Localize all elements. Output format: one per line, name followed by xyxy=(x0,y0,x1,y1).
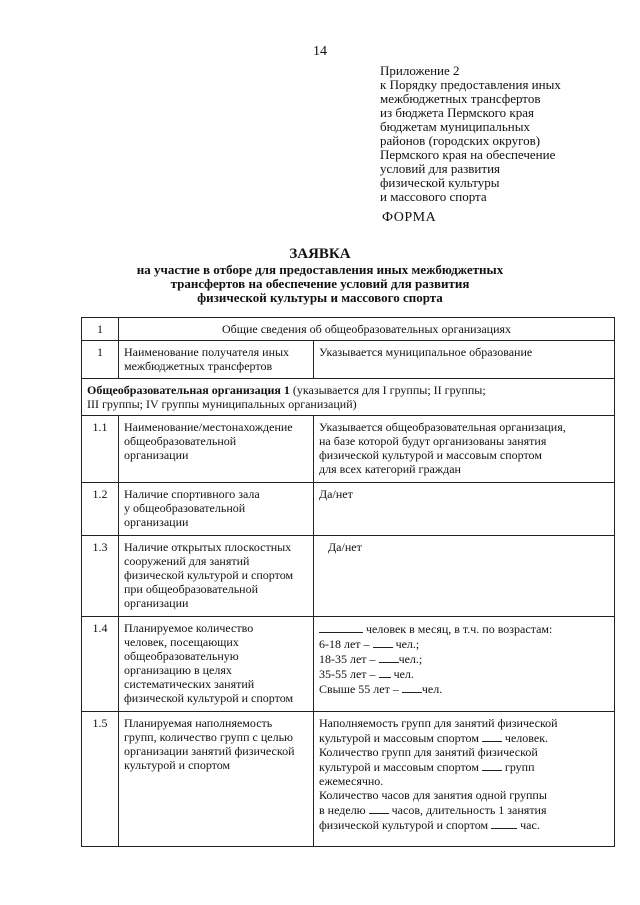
field-value[interactable]: Указывается муниципальное образование xyxy=(314,341,615,379)
label-line: организации xyxy=(124,596,189,610)
label-line: организации занятий физической xyxy=(124,744,295,758)
value-unit: час. xyxy=(520,818,540,832)
form-label: ФОРМА xyxy=(382,210,437,225)
organization-title: Общеобразовательная организация 1 xyxy=(87,383,290,397)
table-row xyxy=(82,617,615,712)
subtitle-line: физической культуры и массового спорта xyxy=(197,290,443,305)
age-unit: чел.; xyxy=(398,652,423,666)
label-line: систематических занятий xyxy=(124,677,255,691)
label-line: общеобразовательную xyxy=(124,649,239,663)
label-line: Наличие спортивного зала xyxy=(124,487,260,501)
age-unit: чел. xyxy=(421,682,443,696)
label-line: межбюджетных трансфертов xyxy=(124,359,273,373)
row-number: 1.3 xyxy=(82,536,119,617)
age-unit: чел.; xyxy=(395,637,420,651)
label-line: при общеобразовательной xyxy=(124,582,259,596)
label-line: Наименование получателя иных xyxy=(124,345,290,359)
table-row xyxy=(82,379,615,416)
value-unit: человек. xyxy=(504,731,549,745)
appendix-line: из бюджета Пермского края xyxy=(380,105,535,120)
appendix-line: районов (городских округов) xyxy=(380,133,541,148)
value-line: в неделю xyxy=(319,803,366,817)
field-label xyxy=(119,341,314,379)
appendix-line: к Порядку предоставления иных xyxy=(380,77,561,92)
age-label: 6-18 лет – xyxy=(319,637,370,651)
value-line: физической культурой и спортом xyxy=(319,818,489,832)
field-value[interactable]: Да/нет xyxy=(314,536,615,617)
blank-group-count-field[interactable] xyxy=(482,759,502,771)
row-number: 1.5 xyxy=(82,712,119,847)
field-label xyxy=(119,712,314,847)
organization-note: III группы; IV группы муниципальных организаций) xyxy=(87,397,357,411)
document-subtitle xyxy=(0,263,640,305)
table-row xyxy=(82,483,615,536)
value-line: культурой и массовым спортом xyxy=(319,731,479,745)
blank-group-size-field[interactable] xyxy=(482,730,502,742)
appendix-line: бюджетам муниципальных xyxy=(380,119,530,134)
appendix-line: Пермского края на обеспечение xyxy=(380,147,556,162)
row-number: 1.2 xyxy=(82,483,119,536)
row-number: 1 xyxy=(82,318,119,341)
label-line: общеобразовательной xyxy=(124,434,237,448)
value-line: ежемесячно. xyxy=(319,774,384,788)
blank-age-field[interactable] xyxy=(402,681,422,693)
field-value[interactable]: Да/нет xyxy=(314,483,615,536)
blank-age-field[interactable] xyxy=(373,636,393,648)
appendix-line: условий для развития xyxy=(380,161,501,176)
field-label xyxy=(119,483,314,536)
field-label xyxy=(119,617,314,712)
row-number: 1 xyxy=(82,341,119,379)
blank-hours-field[interactable] xyxy=(369,802,389,814)
label-line: Планируемая наполняемость xyxy=(124,716,273,730)
section-heading: Общие сведения об общеобразовательных организациях xyxy=(119,318,615,341)
table-row xyxy=(82,416,615,483)
age-label: Свыше 55 лет – xyxy=(319,682,399,696)
field-value xyxy=(314,617,615,712)
application-table xyxy=(81,317,615,847)
label-line: Наименование/местонахождение xyxy=(124,420,293,434)
value-line: культурой и массовым спортом xyxy=(319,760,479,774)
label-line: организации xyxy=(124,515,189,529)
age-label: 35-55 лет – xyxy=(319,667,376,681)
value-line: физической культурой и массовым спортом xyxy=(319,448,542,462)
table-row xyxy=(82,318,615,341)
appendix-line: Приложение 2 xyxy=(380,63,460,78)
appendix-line: физической культуры xyxy=(380,175,500,190)
label-line: групп, количество групп с целью xyxy=(124,730,294,744)
label-line: человек, посещающих xyxy=(124,635,239,649)
value-line: Наполняемость групп для занятий физической xyxy=(319,716,558,730)
appendix-note xyxy=(380,64,620,204)
blank-duration-field[interactable] xyxy=(491,817,517,829)
value-line: Количество часов для занятия одной группы xyxy=(319,788,547,802)
label-line: физической культурой и спортом xyxy=(124,568,294,582)
appendix-line: межбюджетных трансфертов xyxy=(380,91,541,106)
blank-age-field[interactable] xyxy=(379,651,399,663)
field-value xyxy=(314,712,615,847)
appendix-line: и массового спорта xyxy=(380,189,487,204)
value-line: Количество групп для занятий физической xyxy=(319,745,538,759)
field-value[interactable] xyxy=(314,416,615,483)
row-number: 1.4 xyxy=(82,617,119,712)
document-title: ЗАЯВКА xyxy=(289,246,351,262)
table-row xyxy=(82,536,615,617)
table-row xyxy=(82,341,615,379)
label-line: организации xyxy=(124,448,189,462)
organization-header xyxy=(82,379,615,416)
page-number: 14 xyxy=(313,44,327,59)
subtitle-line: трансфертов на обеспечение условий для развития xyxy=(170,276,470,291)
table-row xyxy=(82,712,615,847)
age-label: 18-35 лет – xyxy=(319,652,376,666)
field-label xyxy=(119,536,314,617)
label-line: Наличие открытых плоскостных xyxy=(124,540,292,554)
label-line: физической культурой и спортом xyxy=(124,691,294,705)
label-line: организацию в целях xyxy=(124,663,232,677)
label-line: Планируемое количество xyxy=(124,621,254,635)
label-line: культурой и спортом xyxy=(124,758,231,772)
subtitle-line: на участие в отборе для предоставления иных межбюджетных xyxy=(136,262,504,277)
value-line: часов, длительность 1 занятия xyxy=(391,803,547,817)
label-line: сооружений для занятий xyxy=(124,554,250,568)
value-line: для всех категорий граждан xyxy=(319,462,461,476)
value-unit: групп xyxy=(504,760,535,774)
row-number: 1.1 xyxy=(82,416,119,483)
age-unit: чел. xyxy=(393,667,414,681)
blank-total-field[interactable] xyxy=(319,621,363,633)
organization-note: (указывается для I группы; II группы; xyxy=(289,383,486,397)
label-line: у общеобразовательной xyxy=(124,501,246,515)
value-line: на базе которой будут организованы занятия xyxy=(319,434,547,448)
field-label xyxy=(119,416,314,483)
value-line: Указывается общеобразовательная организация, xyxy=(319,420,566,434)
value-line: человек в месяц, в т.ч. по возрастам: xyxy=(366,622,553,636)
blank-age-field[interactable] xyxy=(379,666,391,678)
